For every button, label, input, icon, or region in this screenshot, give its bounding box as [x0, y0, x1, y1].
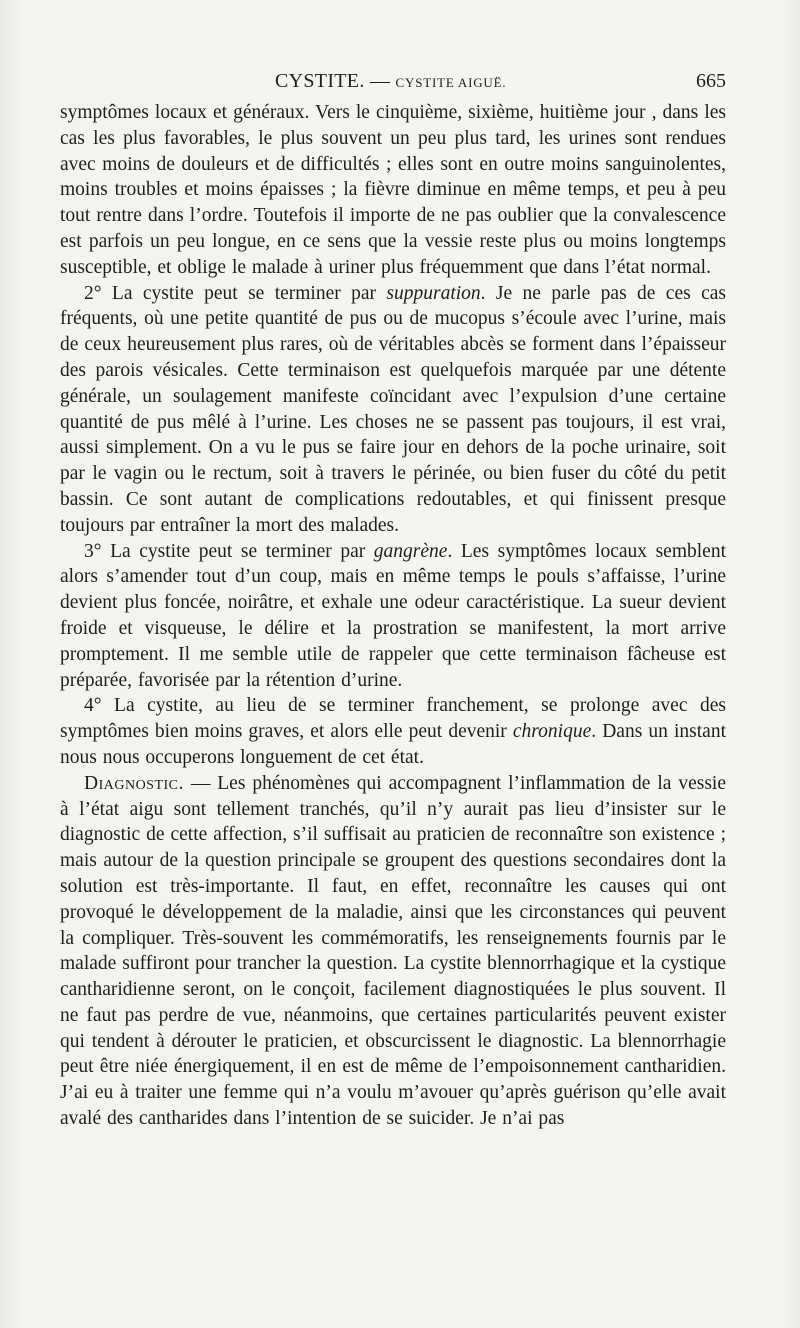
paragraph-2-text-b: . Je ne parle pas de ces cas fréquents, où une petite quantité de pus ou de mucopus s’écoule avec l’urine, mais de ceux heureusement plus rares, où de véritables abcès se forment dans l’épaisseur des parois vésicales. Cette terminaison est quelquefois marquée par une détente générale, un soulagement manifeste coïncidant avec l’expulsion d’une certaine quantité de pus mêlé à l’urine. Les choses ne se passent pas toujours, il est vrai, aussi simplement. On a vu le pus se faire jour en dehors de la poche urinaire, soit par le vagin ou le rectum, soit à travers le périnée, ou bien fuser du côté du petit bassin. Ce sont autant de complications redoutables, et qui finissent presque toujours par entraîner la mort des malades. — [60, 282, 726, 536]
paragraph-2 — [60, 281, 726, 539]
running-title-sub: CYSTITE AIGUË. — [395, 75, 507, 90]
paragraph-2-text-a: 2° La cystite peut se terminer par — [84, 282, 387, 304]
paragraph-3-text-a: 3° La cystite peut se terminer par — [84, 540, 374, 562]
paragraph-3-text-b: . Les symptômes locaux semblent alors s’amender tout d’un coup, mais en même temps le pouls s’affaisse, l’urine devient plus foncée, noirâtre, et exhale une odeur caractéristique. La sueur devient froide et visqueuse, le délire et la prostration se manifestent, la mort arrive promptement. Il me semble utile de rappeler que cette terminaison fâcheuse est préparée, favorisée par la rétention d’urine. — [60, 540, 726, 691]
paragraph-3-emphasis: gangrène — [373, 540, 448, 562]
paragraph-3 — [60, 539, 726, 694]
paragraph-4 — [60, 693, 726, 770]
paragraph-1: symptômes locaux et généraux. Vers le cinquième, sixième, huitième jour , dans les cas les plus favorables, le plus souvent un peu plus tard, les urines sont rendues avec moins de douleurs et de difficultés ; elles sont en outre moins sanguinolentes, moins troubles et moins épaisses ; la fièvre diminue en même temps, et peu à peu tout rentre dans l’ordre. Toutefois il importe de ne pas oublier que la convalescence est parfois un peu longue, en ce sens que la vessie reste plus ou moins longtemps susceptible, et oblige le malade à uriner plus fréquemment que dans l’état normal. — [60, 102, 726, 278]
running-title-main: CYSTITE. — — [275, 70, 396, 92]
page-number: 665 — [696, 70, 726, 92]
running-title — [275, 70, 506, 93]
section-heading-diagnostic: Diagnostic. — [84, 772, 184, 794]
running-header — [60, 70, 726, 100]
paragraph-4-text-b: . Dans un instant nous nous occuperons longuement de cet état. — [60, 721, 726, 768]
paragraph-5-text: — Les phénomènes qui accompagnent l’inflammation de la vessie à l’état aigu sont tellement tranchés, qu’il n’y aurait pas lieu d’insister sur le diagnostic de cette affection, s’il suffisait au praticien de reconnaître son existence ; mais autour de la question principale se groupent des questions secondaires dont la solution est très-importante. Il faut, en effet, reconnaître les causes qui ont provoqué le développement de la maladie, ainsi que les circonstances qui peuvent la compliquer. Très-souvent les commémoratifs, les renseignements fournis par le malade suffiront pour trancher la question. La cystite blennorrhagique et la cystique cantharidienne seront, on le conçoit, facilement diagnostiquées le plus souvent. Il ne faut pas perdre de vue, néanmoins, que certaines particularités peuvent exister qui tendent à dérouter le praticien, et obscurcissent le diagnostic. La blennorrhagie peut être niée énergiquement, il en est de même de l’empoisonnement cantharidien. J’ai eu à traiter une femme qui n’a voulu m’avouer qu’après guérison qu’elle avait avalé des cantharides dans l’intention de se suicider. Je n’ai pas — [60, 772, 726, 1130]
paragraph-4-text-a: 4° La cystite, au lieu de se terminer franchement, se prolonge avec des symptômes bien moins graves, et alors elle peut devenir — [60, 695, 726, 743]
paragraph-5 — [60, 771, 726, 1132]
paragraph-2-emphasis: suppuration — [386, 282, 481, 304]
paragraph-4-emphasis: chronique — [512, 721, 592, 743]
page-body — [60, 100, 726, 1132]
